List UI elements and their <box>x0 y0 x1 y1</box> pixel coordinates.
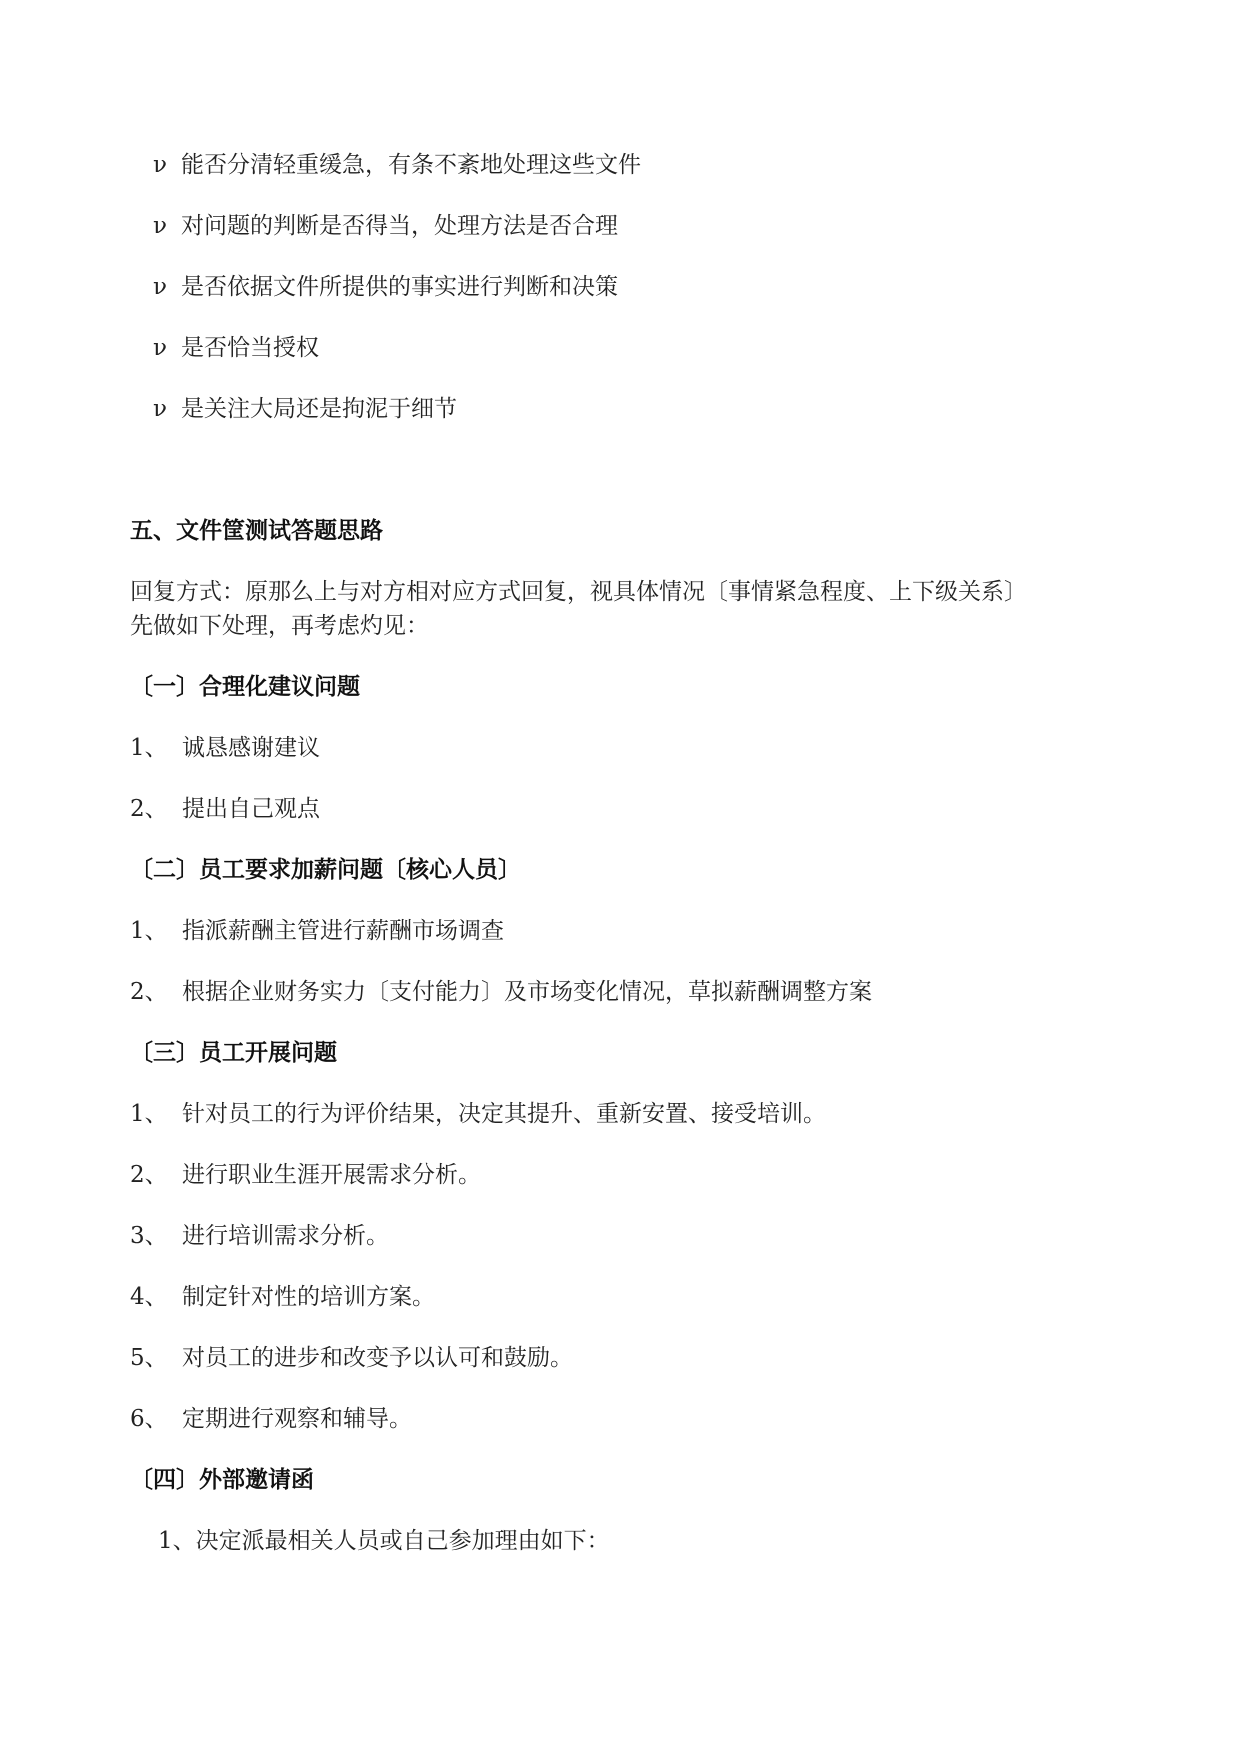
criteria-text: 是否恰当授权 <box>181 335 319 361</box>
item-number: 2、 <box>130 796 168 822</box>
item-text: 针对员工的行为评价结果，决定其提升、重新安置、接受培训。 <box>182 1101 826 1127</box>
bullet-mark: ν <box>153 396 167 422</box>
intro-text-line-2: 先做如下处理，再考虑灼见： <box>130 613 429 639</box>
subsection-heading: 〔三〕员工开展问题 <box>130 1039 337 1066</box>
criteria-text: 对问题的判断是否得当，处理方法是否合理 <box>181 213 618 239</box>
criteria-item <box>153 392 457 426</box>
bullet-mark: ν <box>153 152 167 178</box>
item-number: 2、 <box>130 979 168 1005</box>
numbered-item: 1、决定派最相关人员或自己参加理由如下： <box>158 1528 610 1554</box>
item-number: 1、 <box>130 918 168 944</box>
subsection-heading: 〔二〕员工要求加薪问题〔核心人员〕 <box>130 856 521 883</box>
criteria-item <box>153 148 641 182</box>
subsection-heading: 〔一〕合理化建议问题 <box>130 673 360 700</box>
numbered-item <box>130 1219 389 1253</box>
item-text: 根据企业财务实力〔支付能力〕及市场变化情况，草拟薪酬调整方案 <box>182 979 872 1005</box>
section-heading: 五、文件筐测试答题思路 <box>130 517 383 544</box>
criteria-text: 是关注大局还是拘泥于细节 <box>181 396 457 422</box>
item-text: 指派薪酬主管进行薪酬市场调查 <box>182 918 504 944</box>
bullet-mark: ν <box>153 213 167 239</box>
criteria-text: 能否分清轻重缓急，有条不紊地处理这些文件 <box>181 152 641 178</box>
item-number: 5、 <box>130 1345 168 1371</box>
item-number: 1、 <box>130 1101 168 1127</box>
numbered-item <box>130 731 320 765</box>
item-number: 4、 <box>130 1284 168 1310</box>
item-text: 制定针对性的培训方案。 <box>182 1284 435 1310</box>
item-text: 提出自己观点 <box>182 796 320 822</box>
item-number: 3、 <box>130 1223 168 1249</box>
numbered-item <box>130 1402 412 1436</box>
numbered-item <box>130 1341 573 1375</box>
item-text: 诚恳感谢建议 <box>182 735 320 761</box>
bullet-mark: ν <box>153 335 167 361</box>
item-text: 进行培训需求分析。 <box>182 1223 389 1249</box>
intro-text-line-1: 回复方式：原那么上与对方相对应方式回复，视具体情况〔事情紧急程度、上下级关系〕 <box>130 579 1027 605</box>
item-text: 定期进行观察和辅导。 <box>182 1406 412 1432</box>
item-text: 进行职业生涯开展需求分析。 <box>182 1162 481 1188</box>
criteria-item <box>153 331 319 365</box>
numbered-item <box>130 1280 435 1314</box>
criteria-item <box>153 270 618 304</box>
item-number: 1、 <box>130 735 168 761</box>
criteria-item <box>153 209 618 243</box>
bullet-mark: ν <box>153 274 167 300</box>
item-text: 对员工的进步和改变予以认可和鼓励。 <box>182 1345 573 1371</box>
numbered-item <box>130 1097 826 1131</box>
numbered-item <box>130 914 504 948</box>
numbered-item <box>130 1158 481 1192</box>
numbered-item <box>130 792 320 826</box>
subsection-heading: 〔四〕外部邀请函 <box>130 1466 314 1493</box>
item-number: 2、 <box>130 1162 168 1188</box>
numbered-item <box>130 975 872 1009</box>
item-number: 6、 <box>130 1406 168 1432</box>
criteria-text: 是否依据文件所提供的事实进行判断和决策 <box>181 274 618 300</box>
